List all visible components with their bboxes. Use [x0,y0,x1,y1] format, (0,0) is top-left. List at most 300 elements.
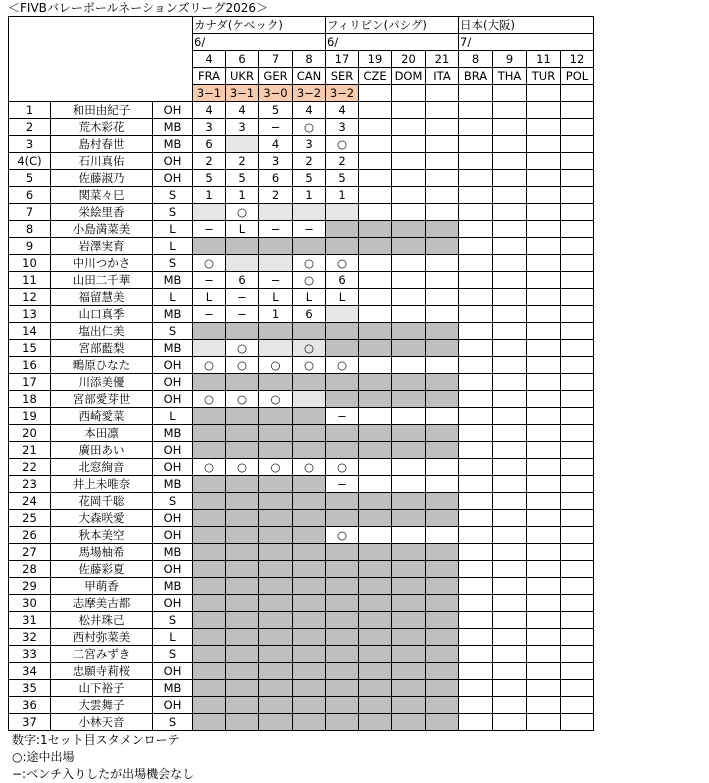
appearance-cell [193,425,226,442]
player-number: 6 [9,187,51,204]
venue-label: カナダ(ケベック) [193,17,326,34]
appearance-cell: L [326,289,359,306]
appearance-cell: 4 [193,102,226,119]
player-row [9,544,594,561]
appearance-cell [359,459,392,476]
appearance-cell [527,714,561,731]
appearance-cell [527,391,561,408]
appearance-cell: ○ [259,391,293,408]
player-name: 佐藤淑乃 [51,170,153,187]
appearance-cell: 2 [326,153,359,170]
player-number: 9 [9,238,51,255]
player-position: S [153,714,193,731]
player-number: 28 [9,561,51,578]
appearance-cell [459,510,493,527]
appearance-cell [259,510,293,527]
appearance-cell [259,204,293,221]
player-number: 5 [9,170,51,187]
venue-label: 日本(大阪) [459,17,594,34]
appearance-cell [493,663,527,680]
appearance-cell [359,714,392,731]
appearance-cell [527,493,561,510]
appearance-cell [493,374,527,391]
appearance-cell [527,595,561,612]
appearance-cell: 6 [293,306,326,323]
player-name: 山田二千華 [51,272,153,289]
match-day: 21 [426,51,459,68]
appearance-cell [426,289,459,306]
appearance-cell [561,544,594,561]
appearance-cell [226,646,259,663]
player-number: 20 [9,425,51,442]
appearance-cell [326,374,359,391]
appearance-cell [392,595,426,612]
appearance-cell [493,493,527,510]
appearance-cell: − [193,306,226,323]
appearance-cell [359,170,392,187]
appearance-cell [259,408,293,425]
appearance-cell [259,476,293,493]
appearance-cell [426,136,459,153]
appearance-cell [561,289,594,306]
player-row [9,612,594,629]
appearance-cell [226,527,259,544]
appearance-cell [392,578,426,595]
appearance-cell [527,527,561,544]
player-row [9,136,594,153]
appearance-cell: − [226,306,259,323]
player-row [9,323,594,340]
appearance-cell [392,323,426,340]
appearance-cell [193,340,226,357]
appearance-cell [392,255,426,272]
appearance-cell: 3 [259,153,293,170]
legend-note-sub: ○:途中出場 [12,750,75,764]
player-number: 23 [9,476,51,493]
appearance-cell [561,238,594,255]
appearance-cell [561,646,594,663]
appearance-cell [459,697,493,714]
appearance-cell: − [259,272,293,289]
appearance-cell: ○ [226,391,259,408]
appearance-cell: − [193,221,226,238]
player-number: 7 [9,204,51,221]
appearance-cell: − [226,289,259,306]
appearance-cell: 3 [326,119,359,136]
venue-label: フィリピン(パシグ) [326,17,459,34]
appearance-cell: 4 [259,136,293,153]
player-number: 21 [9,442,51,459]
appearance-cell [359,238,392,255]
appearance-cell [392,646,426,663]
appearance-cell [561,714,594,731]
appearance-cell [426,714,459,731]
player-row [9,119,594,136]
player-row [9,510,594,527]
player-row [9,238,594,255]
appearance-cell [493,459,527,476]
player-row [9,187,594,204]
player-position: MB [153,578,193,595]
appearance-cell [359,221,392,238]
match-result: 3−1 [226,85,259,102]
opponent-code: TUR [527,68,561,85]
appearance-cell [293,238,326,255]
player-row [9,476,594,493]
appearance-cell [426,612,459,629]
player-row [9,272,594,289]
appearance-cell [259,442,293,459]
appearance-cell: 1 [293,187,326,204]
appearance-cell [493,510,527,527]
appearance-cell: 5 [193,170,226,187]
appearance-cell [561,374,594,391]
appearance-cell [193,374,226,391]
appearance-cell [527,238,561,255]
appearance-cell [527,357,561,374]
appearance-cell [493,391,527,408]
appearance-cell [459,170,493,187]
appearance-cell [426,153,459,170]
player-name: 松井珠己 [51,612,153,629]
match-day: 4 [193,51,226,68]
appearance-cell [359,323,392,340]
player-name: 荒木彩花 [51,119,153,136]
appearance-cell [293,629,326,646]
appearance-cell [392,289,426,306]
player-name: 和田由紀子 [51,102,153,119]
appearance-cell [193,408,226,425]
player-row [9,204,594,221]
player-position: MB [153,425,193,442]
player-position: S [153,204,193,221]
appearance-cell [426,221,459,238]
player-row [9,357,594,374]
appearance-cell [459,663,493,680]
appearance-cell [392,527,426,544]
appearance-cell [527,697,561,714]
appearance-cell [459,102,493,119]
appearance-cell [459,476,493,493]
match-result [493,85,527,102]
appearance-cell [392,306,426,323]
appearance-cell [359,119,392,136]
appearance-cell [527,425,561,442]
player-position: MB [153,272,193,289]
appearance-cell [326,510,359,527]
appearance-cell [459,646,493,663]
appearance-cell [527,646,561,663]
appearance-cell [459,357,493,374]
appearance-cell [527,170,561,187]
appearance-cell [459,714,493,731]
page-title: ＜FIVBバレーボールネーションズリーグ2026＞ [8,1,268,15]
player-name: 秋本美空 [51,527,153,544]
player-name: 小林天音 [51,714,153,731]
player-row [9,561,594,578]
appearance-cell [459,374,493,391]
appearance-cell [561,272,594,289]
appearance-cell [493,136,527,153]
legend-note-bench: −:ベンチ入りしたが出場機会なし [12,767,195,781]
appearance-cell [527,510,561,527]
appearance-cell: ○ [293,357,326,374]
appearance-cell [459,629,493,646]
appearance-cell [493,272,527,289]
appearance-cell [259,493,293,510]
player-name: 関菜々巳 [51,187,153,204]
player-name: 小島満菜美 [51,221,153,238]
appearance-cell: − [326,408,359,425]
appearance-cell: 4 [326,102,359,119]
appearance-cell [293,544,326,561]
appearance-cell: − [326,476,359,493]
player-position: MB [153,680,193,697]
appearance-cell: ○ [293,459,326,476]
appearance-cell [527,153,561,170]
player-number: 19 [9,408,51,425]
player-row [9,697,594,714]
appearance-cell [527,119,561,136]
appearance-cell [226,136,259,153]
appearance-cell [493,238,527,255]
appearance-cell: ○ [326,527,359,544]
player-position: S [153,323,193,340]
appearance-cell [561,204,594,221]
appearance-cell [259,680,293,697]
appearance-cell [259,714,293,731]
appearance-cell [326,391,359,408]
appearance-cell [226,697,259,714]
appearance-cell [193,578,226,595]
opponent-code: UKR [226,68,259,85]
player-row [9,153,594,170]
opponent-code: SER [326,68,359,85]
appearance-cell [193,680,226,697]
appearance-cell [561,170,594,187]
appearance-cell: ○ [193,357,226,374]
appearance-cell [193,612,226,629]
appearance-cell [561,187,594,204]
appearance-cell [561,153,594,170]
appearance-cell: ○ [293,119,326,136]
appearance-cell [259,646,293,663]
appearance-cell [426,527,459,544]
player-row [9,340,594,357]
appearance-cell [226,544,259,561]
appearance-cell [359,153,392,170]
month-label: 6/ [326,34,459,51]
appearance-cell [392,697,426,714]
appearance-cell [426,204,459,221]
player-number: 2 [9,119,51,136]
appearance-cell [459,493,493,510]
appearance-cell [459,187,493,204]
player-position: OH [153,102,193,119]
appearance-cell [193,714,226,731]
player-row [9,391,594,408]
appearance-cell [293,612,326,629]
appearance-cell [527,476,561,493]
appearance-cell [527,544,561,561]
appearance-cell: L [293,289,326,306]
appearance-cell [561,323,594,340]
appearance-cell [426,306,459,323]
appearance-cell [527,272,561,289]
appearance-cell [359,340,392,357]
player-number: 10 [9,255,51,272]
appearance-cell [326,340,359,357]
appearance-cell: ○ [326,255,359,272]
appearance-cell [527,578,561,595]
appearance-cell [561,391,594,408]
appearance-cell [426,357,459,374]
roster-table-body [9,17,594,731]
appearance-cell [193,510,226,527]
appearance-cell: ○ [226,357,259,374]
appearance-cell [359,561,392,578]
player-number: 14 [9,323,51,340]
appearance-cell [259,578,293,595]
player-name: 廣田あい [51,442,153,459]
appearance-cell [561,425,594,442]
header-venue-row [9,17,594,34]
appearance-cell: 2 [259,187,293,204]
appearance-cell [226,578,259,595]
player-position: S [153,646,193,663]
opponent-code: THA [493,68,527,85]
appearance-cell [293,204,326,221]
player-name: 馬場柚希 [51,544,153,561]
appearance-cell: 4 [293,102,326,119]
match-result [392,85,426,102]
appearance-cell [493,714,527,731]
player-number: 17 [9,374,51,391]
player-name: 福留慧美 [51,289,153,306]
appearance-cell [359,578,392,595]
appearance-cell [226,493,259,510]
appearance-cell [459,527,493,544]
appearance-cell [459,238,493,255]
player-row [9,374,594,391]
appearance-cell [226,255,259,272]
appearance-cell [193,527,226,544]
player-name: 岩澤実育 [51,238,153,255]
appearance-cell [326,204,359,221]
appearance-cell [459,204,493,221]
appearance-cell [493,153,527,170]
appearance-cell: 1 [226,187,259,204]
appearance-cell [493,476,527,493]
appearance-cell [426,119,459,136]
appearance-cell [459,272,493,289]
appearance-cell [326,544,359,561]
appearance-cell [426,476,459,493]
appearance-cell [426,425,459,442]
player-position: OH [153,357,193,374]
appearance-cell [392,187,426,204]
appearance-cell [259,425,293,442]
appearance-cell [426,697,459,714]
appearance-cell [359,136,392,153]
appearance-cell [493,187,527,204]
appearance-cell [226,680,259,697]
appearance-cell [426,391,459,408]
appearance-cell [359,476,392,493]
appearance-cell [561,680,594,697]
player-number: 26 [9,527,51,544]
player-position: MB [153,119,193,136]
appearance-cell: 5 [293,170,326,187]
player-number: 13 [9,306,51,323]
appearance-cell [561,255,594,272]
appearance-cell [359,680,392,697]
appearance-cell [193,238,226,255]
appearance-cell [561,578,594,595]
appearance-cell [493,357,527,374]
appearance-cell [527,136,561,153]
appearance-cell [426,510,459,527]
player-position: OH [153,561,193,578]
appearance-cell [359,272,392,289]
player-row [9,493,594,510]
appearance-cell [193,204,226,221]
appearance-cell [326,221,359,238]
appearance-cell [459,221,493,238]
player-row [9,578,594,595]
appearance-cell [326,680,359,697]
appearance-cell [527,612,561,629]
appearance-cell [426,442,459,459]
appearance-cell [259,663,293,680]
appearance-cell [426,544,459,561]
appearance-cell [392,561,426,578]
appearance-cell [259,238,293,255]
appearance-cell [226,510,259,527]
player-name: 山口真季 [51,306,153,323]
appearance-cell [193,544,226,561]
appearance-cell [359,442,392,459]
appearance-cell: 4 [226,102,259,119]
appearance-cell [293,408,326,425]
appearance-cell [226,408,259,425]
opponent-code: CAN [293,68,326,85]
appearance-cell [561,493,594,510]
appearance-cell [293,323,326,340]
appearance-cell: ○ [326,459,359,476]
opponent-code: CZE [359,68,392,85]
appearance-cell [226,374,259,391]
appearance-cell [493,697,527,714]
appearance-cell [193,561,226,578]
opponent-code: FRA [193,68,226,85]
appearance-cell [293,527,326,544]
appearance-cell [493,595,527,612]
appearance-cell [226,629,259,646]
appearance-cell [493,306,527,323]
appearance-cell [392,170,426,187]
appearance-cell [259,374,293,391]
appearance-cell [493,119,527,136]
appearance-cell [293,476,326,493]
appearance-cell [293,374,326,391]
appearance-cell [226,714,259,731]
appearance-cell [293,680,326,697]
player-number: 35 [9,680,51,697]
appearance-cell [359,187,392,204]
appearance-cell [527,187,561,204]
appearance-cell [561,442,594,459]
